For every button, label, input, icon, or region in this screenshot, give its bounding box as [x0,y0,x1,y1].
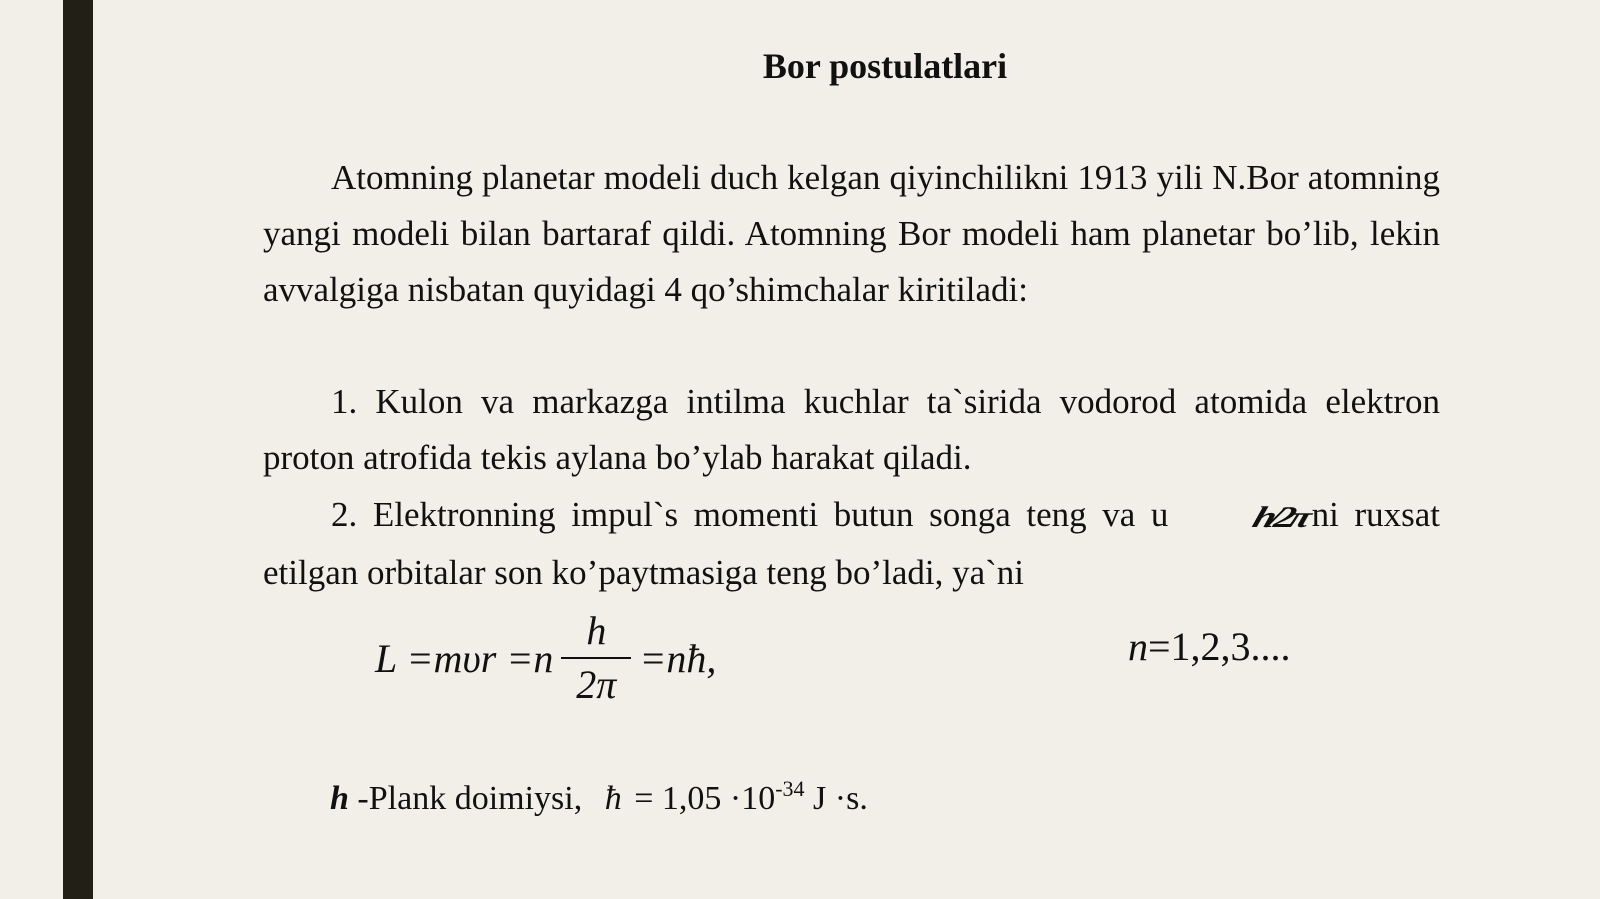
hbar-symbol: ħ [604,780,622,817]
formula-lhs: L =mυr =n [375,635,554,681]
formula-numerator: h [586,608,607,653]
quantum-number-range [1128,620,1291,674]
formula-denominator: 2π [576,662,617,707]
planck-exponent: -34 [775,776,805,801]
slide-title: Bor postulatlari [762,46,1008,86]
postulate-2-start: 2. Elektronning impul`s momenti butun songa teng va u [331,495,1169,534]
n-values: =1,2,3.... [1148,624,1291,669]
slide-side-bar [63,0,93,899]
formula-fraction [561,609,631,707]
h-symbol: h [330,780,349,817]
postulate-2-paragraph [263,487,1440,601]
planck-label: -Plank doimiysi, [357,780,583,817]
angular-momentum-formula [375,608,716,708]
formula-rhs: =nħ, [639,635,717,681]
planck-constant-line [330,766,868,822]
planck-unit: J ·s. [813,780,868,817]
n-variable: n [1128,624,1148,669]
h-over-2pi-glyph: h/2π [1249,499,1312,534]
planck-value: = 1,05 ·10 [634,780,776,817]
postulate-2-end: ni ruxsat etilgan orbitalar son ko’paytmasiga teng bo’ladi, ya`ni [263,495,1440,592]
postulate-1-paragraph: 1. Kulon va markazga intilma kuchlar ta`sirida vodorod atomida elektron proton atrofida tekis aylana bo’ylab harakat qiladi. [263,382,1440,477]
intro-paragraph: Atomning planetar modeli duch kelgan qiyinchilikni 1913 yili N.Bor atomning yangi modeli bilan bartaraf qildi. Atomning Bor modeli ham planetar bo’lib, lekin avvalgiga nisbatan quyidagi 4 qo’shimchalar kiritiladi: [263,158,1440,309]
